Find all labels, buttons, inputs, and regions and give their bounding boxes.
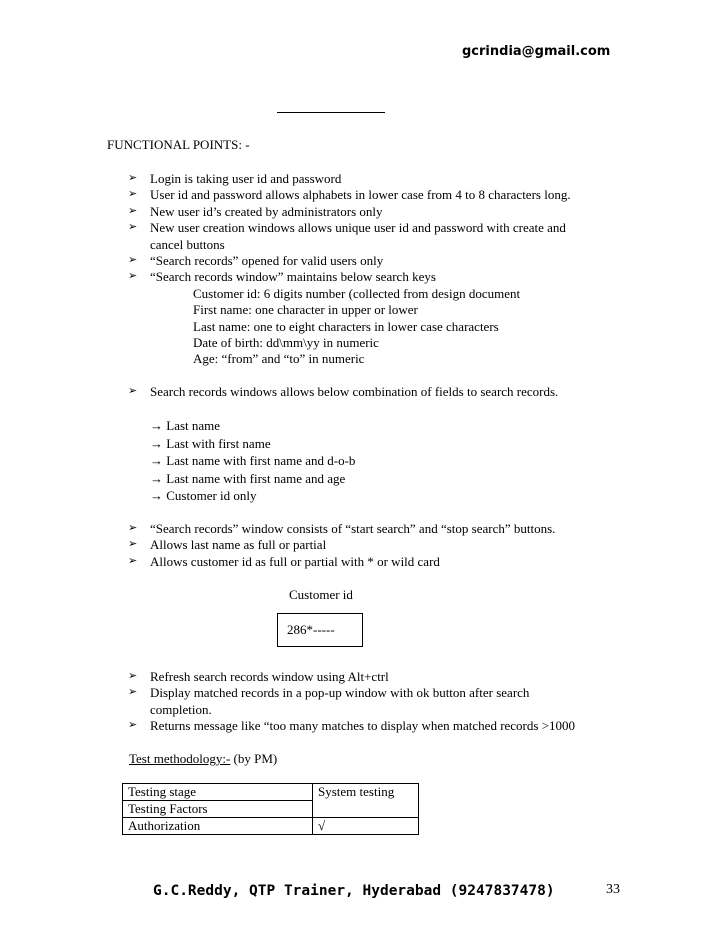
testing-factors-table xyxy=(122,783,419,835)
combination-item: → Last name with first name and age xyxy=(150,471,346,486)
header-email: gcrindia@gmail.com xyxy=(462,44,611,59)
combination-item: → Last name with first name and d-o-b xyxy=(150,453,356,468)
table-row xyxy=(123,784,419,801)
bullet-arrow-icon: ➢ xyxy=(128,187,138,200)
search-key-line: First name: one character in upper or lower xyxy=(193,302,418,317)
search-key-line: Last name: one to eight characters in lower case characters xyxy=(193,319,499,334)
bullet-arrow-icon: ➢ xyxy=(128,204,138,217)
combination-item: → Last with first name xyxy=(150,436,271,451)
bullet-arrow-icon: ➢ xyxy=(128,669,138,682)
footer-text: G.C.Reddy, QTP Trainer, Hyderabad (9247837478) xyxy=(153,883,555,899)
customer-id-value: 286*----- xyxy=(287,622,335,637)
search-key-line: Customer id: 6 digits number (collected from design document xyxy=(193,286,521,301)
search-key-line: Date of birth: dd\mm\yy in numeric xyxy=(193,335,379,350)
bullet-arrow-icon: ➢ xyxy=(128,685,138,698)
table-cell: System testing xyxy=(313,784,419,818)
table-cell: Testing Factors xyxy=(123,801,313,818)
table-row xyxy=(123,818,419,835)
bullet-arrow-icon: ➢ xyxy=(128,384,138,397)
bullet-arrow-icon: ➢ xyxy=(128,220,138,233)
bullet-arrow-icon: ➢ xyxy=(128,521,138,534)
test-methodology-suffix: (by PM) xyxy=(230,751,278,766)
test-methodology-label: Test methodology:- xyxy=(129,751,231,766)
bullet-arrow-icon: ➢ xyxy=(128,171,138,184)
combination-item: → Last name xyxy=(150,418,221,433)
customer-id-label: Customer id xyxy=(289,587,353,602)
page-number: 33 xyxy=(606,882,620,897)
checkmark-cell: √ xyxy=(313,818,419,835)
test-methodology xyxy=(129,751,277,767)
bullet-arrow-icon: ➢ xyxy=(128,554,138,567)
bullet-arrow-icon: ➢ xyxy=(128,537,138,550)
bullet-arrow-icon: ➢ xyxy=(128,718,138,731)
bullet-arrow-icon: ➢ xyxy=(128,269,138,282)
customer-id-field xyxy=(277,613,363,647)
table-cell: Testing stage xyxy=(123,784,313,801)
combination-item: → Customer id only xyxy=(150,488,257,503)
table-cell: Authorization xyxy=(123,818,313,835)
title-underline xyxy=(277,112,385,113)
section-heading: FUNCTIONAL POINTS: - xyxy=(107,137,250,152)
bullet-arrow-icon: ➢ xyxy=(128,253,138,266)
search-key-line: Age: “from” and “to” in numeric xyxy=(193,351,365,366)
